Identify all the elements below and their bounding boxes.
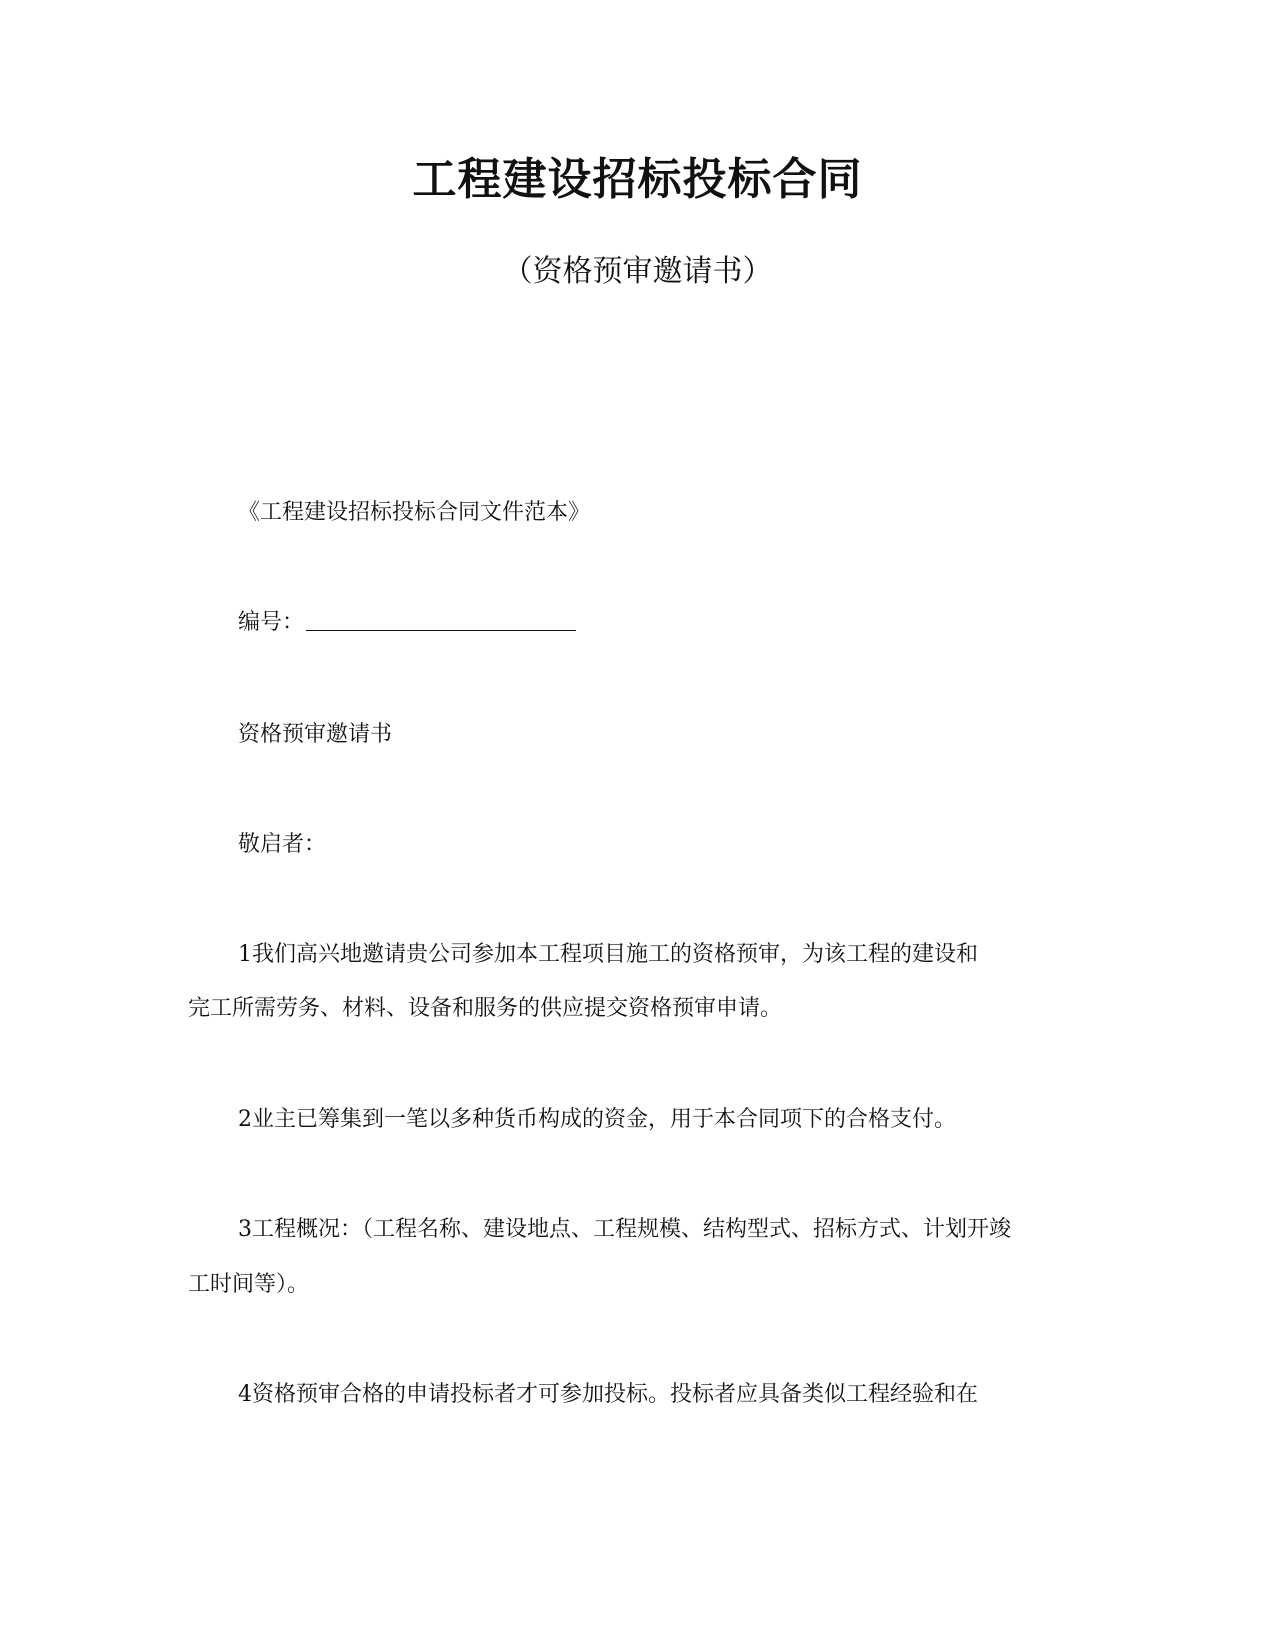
number-label: 编号： bbox=[238, 610, 305, 635]
paragraph-3-line-2: 工时间等）。 bbox=[188, 1272, 310, 1297]
salutation: 敬启者： bbox=[238, 832, 327, 857]
number-blank-field bbox=[306, 606, 576, 631]
paragraph-3-line-1: 3工程概况：（工程名称、建设地点、工程规模、结构型式、招标方式、计划开竣 bbox=[238, 1217, 1011, 1242]
book-title: 《工程建设招标投标合同文件范本》 bbox=[238, 500, 591, 525]
document-title: 工程建设招标投标合同 bbox=[412, 154, 863, 205]
paragraph-1-line-2: 完工所需劳务、材料、设备和服务的供应提交资格预审申请。 bbox=[188, 996, 783, 1021]
paragraph-2-line-1: 2业主已筹集到一笔以多种货币构成的资金，用于本合同项下的合格支付。 bbox=[238, 1107, 956, 1132]
document-subtitle: （资格预审邀请书） bbox=[502, 254, 773, 289]
number-line bbox=[238, 606, 1138, 640]
section-heading: 资格预审邀请书 bbox=[238, 722, 393, 747]
paragraph-1-line-1: 1我们高兴地邀请贵公司参加本工程项目施工的资格预审，为该工程的建设和 bbox=[238, 942, 978, 967]
paragraph-4-line-1: 4资格预审合格的申请投标者才可参加投标。投标者应具备类似工程经验和在 bbox=[238, 1382, 978, 1407]
